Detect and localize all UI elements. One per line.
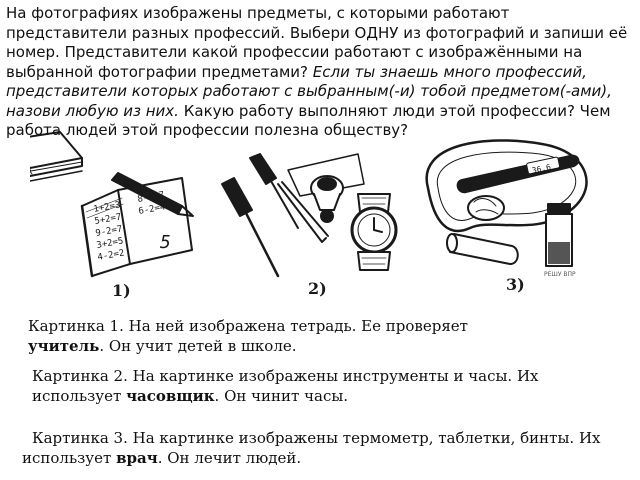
notebook-line: 5+2=7 [93,212,123,227]
answer-3 [22,428,634,468]
bandage-roll-image [447,234,518,264]
notebook-line: 1+2=3 [92,200,122,215]
task-text-italic: Если ты знаешь много профессий, представители которых работают с выбранным(-и) тобой предметом(-ами), назови любую из них. [6,62,612,120]
figure-label-3: 3) [506,275,525,294]
answer-1-profession: учитель [28,337,100,355]
answer-1-text: Картинка 1. На ней изображена тетрадь. Ее проверяет [28,317,468,335]
answer-3-text: Картинка 3. На картинке изображены термометр, таблетки, бинты. Их использует [22,429,601,467]
notebook-line: 3+2=5 [95,236,125,251]
notebook-line: 9-2=7 [94,224,124,239]
task-text-part2: Какую работу выполняют люди этой профессии? Чем работа людей этой профессии полезна обществу? [6,101,611,139]
answer-2 [32,366,632,406]
task-text [6,4,634,141]
thermometer-reading: 36.6 [531,162,552,176]
figure-label-1: 1) [112,281,131,300]
pill-bottle-image [546,204,572,266]
answer-3-tail: . Он лечит людей. [157,449,302,467]
professions-illustration [30,118,610,313]
notebook-line: 8-1=7 [136,190,166,205]
answer-1-tail: . Он учит детей в школе. [99,337,297,355]
notebook-grade: 5 [160,232,171,253]
notebook-line: 4-2=2 [96,248,126,263]
answer-3-profession: врач [116,449,158,467]
task-text-part1: На фотографиях изображены предметы, с которыми работают представители разных профессий. Выбери ОДНУ из фотографий и запиши её номер. Представители какой профессии работают с изображёнными на выбранной фотографии предметами? [6,4,628,81]
answer-1 [28,316,468,356]
watermark: РЕШУ ВПР [544,271,576,278]
figure-label-2: 2) [308,279,327,298]
screwdrivers-image [222,154,298,276]
wristwatch-image [352,194,396,270]
notebook-line: 6-2=4 [137,202,167,217]
answer-2-profession: часовщик [126,387,215,405]
answer-2-text: Картинка 2. На картинке изображены инструменты и часы. Их использует [32,367,539,405]
answer-2-tail: . Он чинит часы. [214,387,349,405]
watch-mechanism-image [311,176,343,222]
